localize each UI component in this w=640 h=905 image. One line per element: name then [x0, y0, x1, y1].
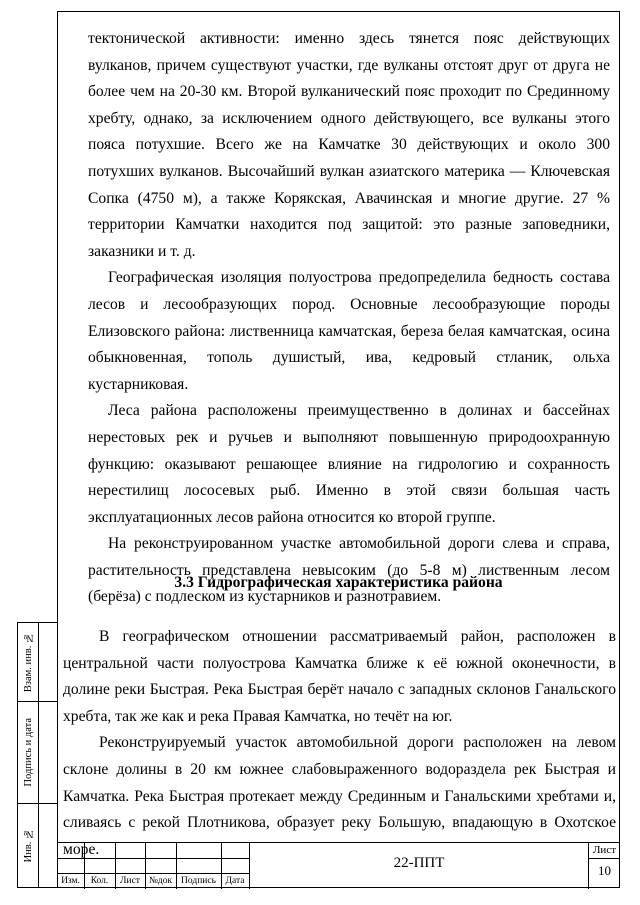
paragraph: На реконструированном участке автомобильной дороги слева и справа, растительность представлена невысоким (до 5-8 м) лиственным лесом (берёза) с подлеском из кустарников и разнотравием. [88, 535, 610, 606]
stamp-podpis-data: Подпись и дата [22, 717, 34, 787]
paragraph: Географическая изоляция полуострова предопределила бедность состава лесов и лесообразующих пород. Основные лесообразующие породы Елизовского района: лиственница камчатская, береза белая камчатская, осина обыкновенная, тополь душистый, ива, кедровый стланик, ольха кустарниковая. [88, 269, 610, 393]
paragraph: В географическом отношении рассматриваемый район, расположен в центральной части полуострова Камчатка ближе к её южной оконечности, в долине реки Быстрая. Река Быстрая берёт начало с западных склонов Ганальского хребта, так же как и река Правая Камчатка, но течёт на юг. [63, 628, 616, 725]
col-kol: Кол. [90, 876, 109, 886]
title-block [57, 842, 620, 888]
sheet-number: 10 [598, 863, 611, 878]
paragraph: Реконструируемый участок автомобильной дороги расположен на левом склоне долины в 20 км южнее слабовыраженного водораздела рек Быстрая и Камчатка. Река Быстрая протекает между Срединным и Ганальскими хребтами и, сливаясь с рекой Плотникова, образует реку Большую, впадающую в Охотское море. [63, 734, 616, 858]
body-text [88, 26, 610, 611]
stamp-inv-podl: Инв. № [22, 827, 34, 863]
paragraph: Леса района расположены преимущественно в долинах и бассейнах нерестовых рек и ручьев и выполняют повышенную природоохранную функцию: оказывают решающее влияние на гидрологию и сохранность нерестилищ лососевых рыб. Именно в этой связи большая часть эксплуатационных лесов района относится ко второй группе. [88, 402, 610, 526]
sheet-label: Лист [592, 844, 617, 856]
stamp-vzam-inv: Взам. инв. № [22, 631, 34, 693]
col-data: Дата [225, 876, 245, 886]
paragraph: тектонической активности: именно здесь тянется пояс действующих вулканов, причем существуют участки, где вулканы отстоят друг от друга не более чем на 20-30 км. Второй вулканический пояс проходит по Срединному хребту, однако, за исключением одного действующего, все вулканы этого пояса потухшие. Всего же на Камчатке 30 действующих и около 300 потухших вулканов. Высочайший вулкан азиатского материка — Ключевская Сопка (4750 м), а также Корякская, Авачинская и многие другие. 27 % территории Камчатки находится под защитой: это разные заповедники, заказники и т. д. [88, 30, 610, 260]
side-stamp [17, 622, 57, 888]
col-ndok: №док [148, 876, 173, 886]
section-heading: 3.3 Гидрографическая характеристика района [174, 574, 503, 591]
col-podpis: Подпись [181, 876, 216, 886]
col-izm: Изм. [61, 876, 80, 886]
section-text [63, 624, 616, 863]
col-list: Лист [120, 876, 140, 886]
document-code: 22-ППТ [393, 855, 445, 871]
